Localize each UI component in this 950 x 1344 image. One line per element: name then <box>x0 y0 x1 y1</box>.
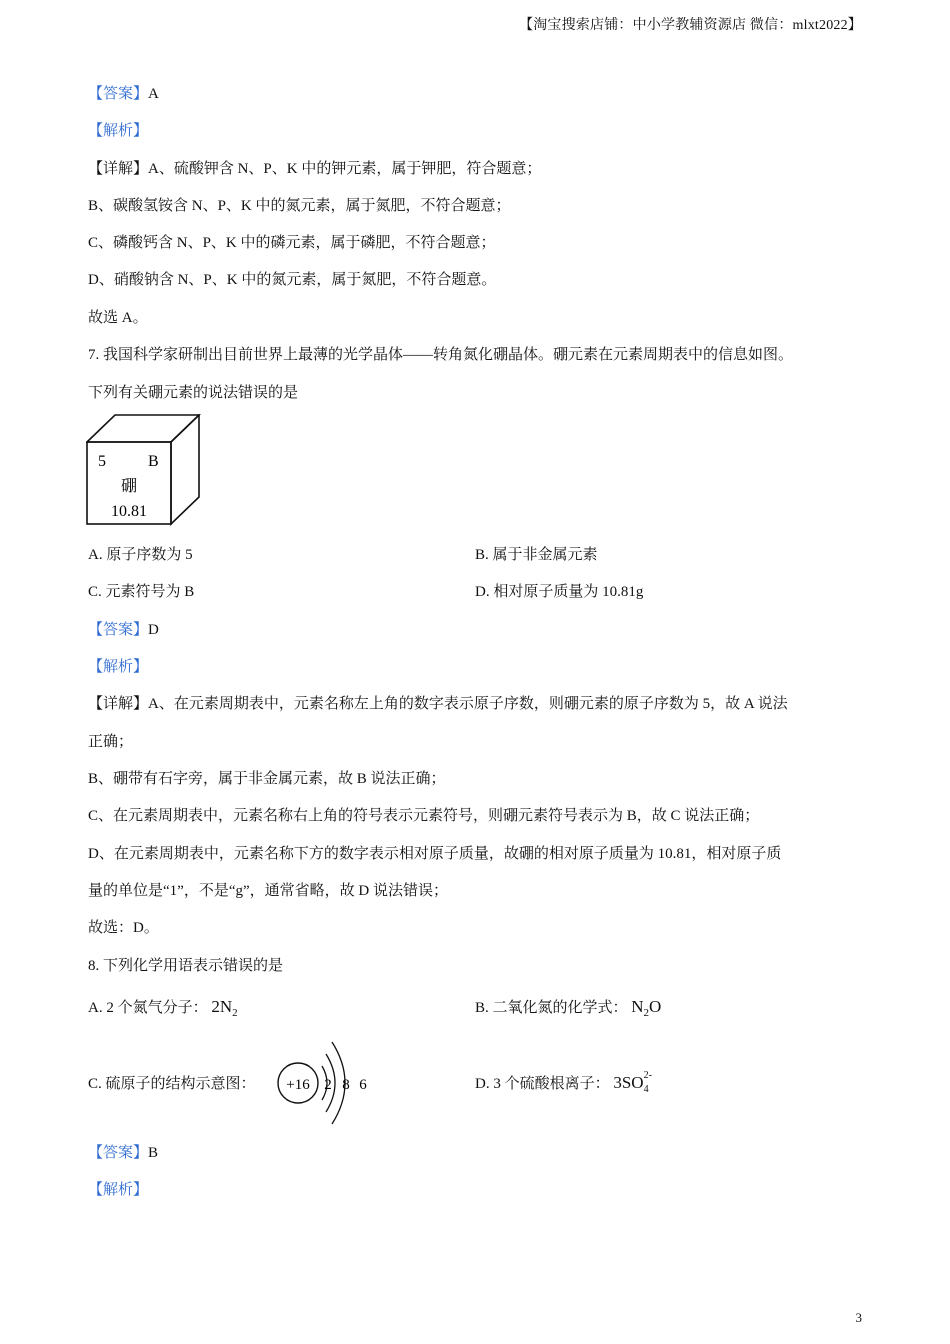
option-text: B. 二氧化氮的化学式： <box>475 1000 628 1016</box>
formula-main: O <box>649 997 662 1016</box>
detail-text: A、在元素周期表中，元素名称左上角的数字表示原子序数，则硼元素的原子序数为 5，故 A 说法 <box>148 696 788 712</box>
q7-conclusion: 故选：D。 <box>88 920 159 936</box>
answer-value: B <box>148 1145 159 1161</box>
q7-detail-line <box>88 692 788 713</box>
option-text: D. 3 个硫酸根离子： <box>475 1076 610 1092</box>
shell-electrons: 2 <box>324 1077 332 1093</box>
q6-detail-line: B、碳酸氢铵含 N、P、K 中的氮元素，属于氮肥，不符合题意； <box>88 198 511 214</box>
q6-detail-line: C、磷酸钙含 N、P、K 中的磷元素，属于磷肥，不符合题意； <box>88 235 496 251</box>
detail-text: A、硫酸钾含 N、P、K 中的钾元素，属于钾肥，符合题意； <box>148 161 542 177</box>
formula <box>211 997 238 1019</box>
answer-tag: 【答案】 <box>88 86 149 102</box>
formula <box>631 997 662 1019</box>
page-number: 3 <box>855 1310 862 1325</box>
q8-option-b <box>475 996 661 1019</box>
formula-charge <box>643 1070 656 1095</box>
q7-option-c: C. 元素符号为 B <box>88 584 195 600</box>
q7-detail-line: C、在元素周期表中，元素名称右上角的符号表示元素符号，则硼元素符号表示为 B，故 C 说法正确； <box>88 808 760 824</box>
element-mass: 10.81 <box>111 503 147 520</box>
q8-answer <box>88 1141 158 1162</box>
q7-option-d: D. 相对原子质量为 10.81g <box>475 584 644 600</box>
shell-electrons: 8 <box>342 1077 350 1093</box>
element-number: 5 <box>98 453 106 470</box>
answer-value: D <box>148 622 159 638</box>
answer-tag: 【答案】 <box>88 1145 149 1161</box>
shell-electrons: 6 <box>359 1077 367 1093</box>
formula <box>613 1070 655 1095</box>
formula-main: 3SO <box>613 1073 644 1092</box>
q8-option-d <box>475 1072 656 1094</box>
formula-superscript: 2- <box>643 1070 652 1081</box>
detail-tag: 【详解】 <box>88 161 149 177</box>
answer-value: A <box>148 86 159 102</box>
q7-option-b: B. 属于非金属元素 <box>475 547 598 563</box>
formula-main: N <box>631 997 644 1016</box>
detail-tag: 【详解】 <box>88 696 149 712</box>
q8-stem: 8. 下列化学用语表示错误的是 <box>88 958 284 974</box>
q7-analysis-tag: 【解析】 <box>88 659 149 675</box>
q6-analysis-tag: 【解析】 <box>88 123 149 139</box>
element-name: 硼 <box>120 478 138 495</box>
formula-main: 2N <box>211 997 233 1016</box>
page-header: 【淘宝搜索店铺：中小学教辅资源店 微信：mlxt2022】 <box>519 18 862 33</box>
element-cell-figure <box>86 414 202 526</box>
q7-detail-line: D、在元素周期表中，元素名称下方的数字表示相对原子质量，故硼的相对原子质量为 10.81，相对原子质 <box>88 846 782 862</box>
q6-detail-line: D、硝酸钠含 N、P、K 中的氮元素，属于氮肥，不符合题意。 <box>88 272 497 288</box>
q8-option-a <box>88 996 238 1019</box>
q6-conclusion: 故选 A。 <box>88 310 148 326</box>
q7-option-a: A. 原子序数为 5 <box>88 547 193 563</box>
q7-answer <box>88 618 159 639</box>
q8-option-c: C. 硫原子的结构示意图： <box>88 1076 256 1092</box>
q7-detail-line: 量的单位是“1”，不是“g”，通常省略，故 D 说法错误； <box>88 883 448 899</box>
formula-subscript: 2 <box>232 1007 238 1019</box>
sulfur-atom-diagram <box>276 1036 376 1128</box>
nucleus-charge: +16 <box>286 1077 310 1093</box>
answer-tag: 【答案】 <box>88 622 149 638</box>
q6-detail-line <box>88 157 541 178</box>
q7-detail-line: B、硼带有石字旁，属于非金属元素，故 B 说法正确； <box>88 771 446 787</box>
option-text: A. 2 个氮气分子： <box>88 1000 208 1016</box>
q7-detail-line: 正确； <box>88 734 134 750</box>
q7-stem: 7. 我国科学家研制出目前世界上最薄的光学晶体——转角氮化硼晶体。硼元素在元素周期表中的信息如图。 <box>88 347 794 363</box>
formula-subscript: 4 <box>643 1084 649 1095</box>
element-symbol: B <box>148 453 159 470</box>
q8-analysis-tag: 【解析】 <box>88 1182 149 1198</box>
formula-subscript: 2 <box>643 1007 650 1019</box>
q7-stem: 下列有关硼元素的说法错误的是 <box>88 385 299 401</box>
q6-answer <box>88 82 159 103</box>
